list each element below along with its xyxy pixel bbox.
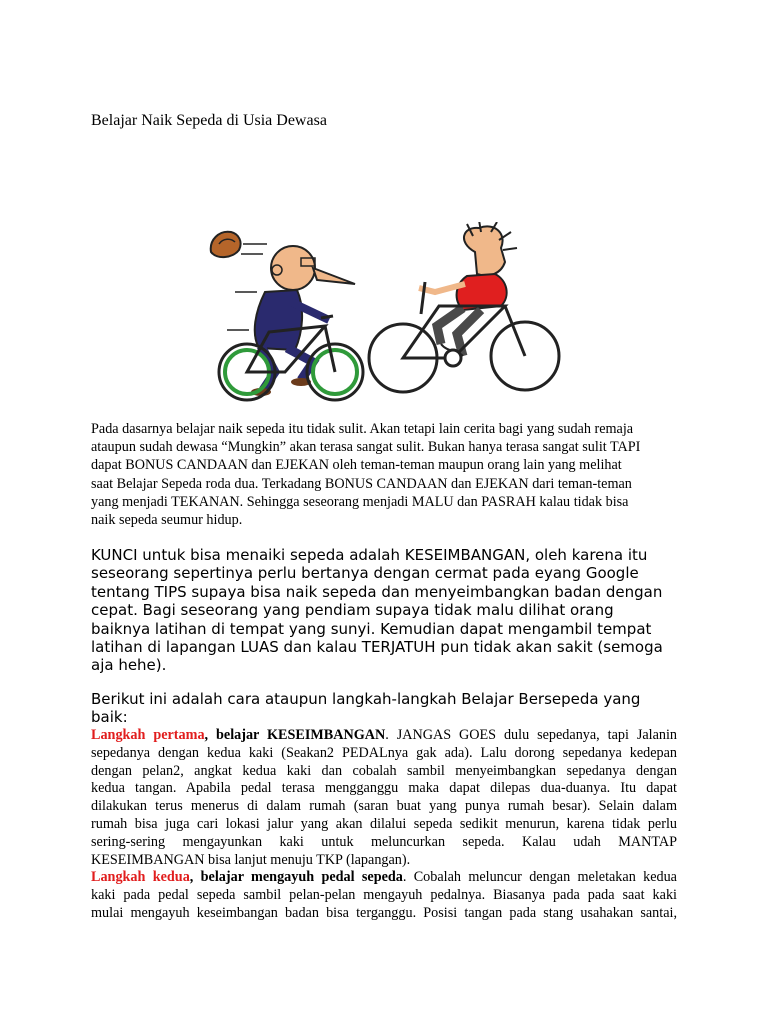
step-1-heading: , belajar KESEIMBANGAN [204,727,386,743]
paragraph-line: yang menjadi TEKANAN. Sehingga seseorang menjadi MALU dan PASRAH kalau tidak bisa [91,493,629,510]
step-2-line: mulai mengayuh keseimbangan badan bisa terganggu. Posisi tangan pada stang usahakan santai, [91,904,677,921]
paragraph-line: cepat. Bagi seseorang yang pendiam supaya tidak malu dilihat orang [91,601,614,620]
document-title: Belajar Naik Sepeda di Usia Dewasa [91,112,327,129]
paragraph-line: dapat BONUS CANDAAN dan EJEKAN oleh teman-teman maupun orang lain yang melihat [91,457,622,474]
paragraph-line: naik sepeda seumur hidup. [91,512,243,529]
paragraph-line: saat Belajar Sepeda roda dua. Terkadang BONUS CANDAAN dan EJEKAN dari teman-teman [91,475,632,492]
step-2-label: Langkah kedua [91,869,190,886]
step-1-line: sepedanya dengan kedua kaki (Seakan2 PEDALnya gak ada). Lalu dorong sepedanya kedepan [91,744,677,761]
hat-icon [211,232,241,257]
paragraph-line: tentang TIPS supaya bisa naik sepeda dan menyeimbangkan badan dengan [91,582,663,601]
paragraph-line: Pada dasarnya belajar naik sepeda itu tidak sulit. Akan tetapi lain cerita bagi yang sudah remaja [91,421,634,437]
step-2-first-line [91,869,677,887]
young-cyclist [419,222,517,356]
paragraph-intro [91,420,676,529]
step-1-line: sering-sering mengayunkan kaki untuk meluncurkan sepeda. Kalau udah MANTAP [91,833,677,850]
two-cyclists-illustration [205,222,575,404]
front-bicycle [219,316,363,400]
paragraph-line: KUNCI untuk bisa menaiki sepeda adalah KESEIMBANGAN, oleh karena itu [91,546,648,564]
paragraph-line: Berikut ini adalah cara ataupun langkah-langkah Belajar Bersepeda yang [91,690,641,708]
step-1-line: rumah bisa juga cari lokasi jalur yang akan dilalui sepeda sedikit menurun, karena tidak perlu [91,815,677,832]
paragraph-line: ataupun sudah dewasa “Mungkin” akan terasa sangat sulit. Bukan hanya terasa sangat sulit TAPI [91,439,641,456]
step-2-text: . Cobalah meluncur dengan meletakan kedua [402,869,677,886]
step-1-text: . JANGAS GOES dulu sepedanya, tapi Jalanin [385,727,678,743]
paragraph-key [91,546,691,675]
paragraph-line: latihan di lapangan LUAS dan kalau TERJATUH pun tidak akan sakit (semoga [91,638,663,657]
paragraph-steps-intro [91,690,691,727]
step-1-line: dengan pelan2, angkat kedua kaki dan cobalah sambil menyeimbangkan sepedanya dengan [91,762,677,779]
paragraph-line: baik: [91,708,128,727]
steps-section [91,727,677,923]
step-1-line: KESEIMBANGAN bisa lanjut menuju TKP (lapangan). [91,851,411,868]
paragraph-line: seseorang sepertinya perlu bertanya dengan cermat pada eyang Google [91,564,639,583]
paragraph-line: aja hehe). [91,656,167,675]
step-1-line: kedua tangan. Apabila pedal terasa mengganggu maka dapat dilepas dua-duanya. Itu dapat [91,780,677,797]
step-1-line: dilakukan terus menerus di dalam rumah (saran buat yang punya rumah besar). Selain dalam [91,798,677,815]
paragraph-line: baiknya latihan di tempat yang sunyi. Kemudian dapat mengambil tempat [91,619,652,638]
step-1-first-line [91,727,677,745]
step-1-label: Langkah pertama [91,727,205,743]
step-2-line: kaki pada pedal sepeda sambil pelan-pelan mengayuh pedalnya. Biasanya pada pada saat kaki [91,887,677,904]
step-2-heading: , belajar mengayuh pedal sepeda [189,869,403,886]
